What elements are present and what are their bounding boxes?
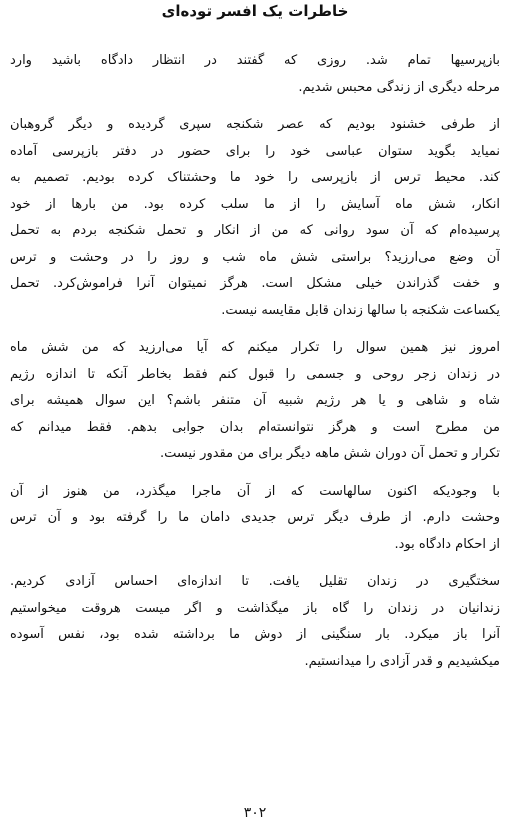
text-line: زندانیان در زندان را گاه باز میگذاشت و اگر میست هروقت میخواستیم (10, 600, 500, 616)
text-line: پرسیده‌ام که آن سود روانی که من از انکار و تحمل شکنجه بردم به تحمل (10, 223, 500, 238)
text-line: وحشت دارم. از طرف دیگر ترس جدیدی دامان ما را گرفته بود و آن ترس (10, 510, 500, 525)
text-line: و خفت گذراندن خیلی مشکل است. هرگز نمیتوان آنرا فراموش‌کرد. تحمل (10, 276, 500, 291)
paragraph-4 (10, 479, 500, 559)
text-line: کند. محیط ترس از بازپرسی را خود ما وحشتناک کرده بودیم. تصمیم به (10, 170, 500, 185)
text-line: شاه و شاهی و یا هر رژیم شبیه آن متنفر باشم؟ این سوال همیشه برای (10, 393, 500, 408)
text-line: تکرار و تحمل آن دوران شش ماهه دیگر برای من مقدور نیست. (160, 446, 500, 461)
paragraph-5 (10, 569, 500, 675)
paragraph-3 (10, 335, 500, 468)
paragraph-1 (10, 48, 500, 101)
text-line: میکشیدیم و قدر آزادی را میدانستیم. (304, 653, 500, 669)
page-body (10, 48, 500, 675)
text-line: بازپرسیها تمام شد. روزی که گفتند در انتظار دادگاه باشید وارد (10, 53, 500, 68)
text-line: از طرفی خشنود بودیم که عصر شکنجه سپری گردیده و دیگر گروهبان (10, 117, 500, 132)
page-title: خاطرات یک افسر توده‌ای (161, 2, 349, 20)
text-line: با وجودیکه اکنون سالهاست که از آن ماجرا میگذرد، من هنوز از آن (10, 483, 500, 499)
text-line: من مطرح است و هرگز نتوانسته‌ام بدان جوابی بدهم. فقط میدانم که (10, 419, 500, 435)
text-line: انکار، شش ماه آسایش را از ما سلب کرده بود. من بارها از خود (10, 196, 500, 212)
text-line: در زندان زجر روحی و جسمی را قبول کنم فقط بخاطر آنکه تا اندازه رژیم (10, 366, 500, 382)
text-line: مرحله دیگری از زندگی محبس شدیم. (298, 79, 500, 95)
text-line: امروز نیز همین سوال را تکرار میکنم که آیا می‌ارزید که من شش ماه (10, 340, 500, 355)
text-line: آن وضع می‌ارزید؟ براستی شش ماه شب و روز را در وحشت و ترس (10, 249, 500, 265)
text-line: یکساعت شکنجه با سالها زندان قابل مقایسه نیست. (221, 302, 500, 318)
text-line: سختگیری در زندان تقلیل یافت. تا اندازه‌ای احساس آزادی کردیم. (10, 574, 500, 589)
text-line: از احکام دادگاه بود. (394, 536, 500, 552)
paragraph-2 (10, 112, 500, 324)
text-line: آنرا باز میکرد. بار سنگینی از دوش ما برداشته شده بود، نفس آسوده (10, 627, 500, 642)
page-number: ۳۰۲ (243, 805, 267, 821)
text-line: نمیاید بگوید ستوان عباسی خود را برای حضور در دفتر بازپرسی آماده (10, 143, 500, 159)
